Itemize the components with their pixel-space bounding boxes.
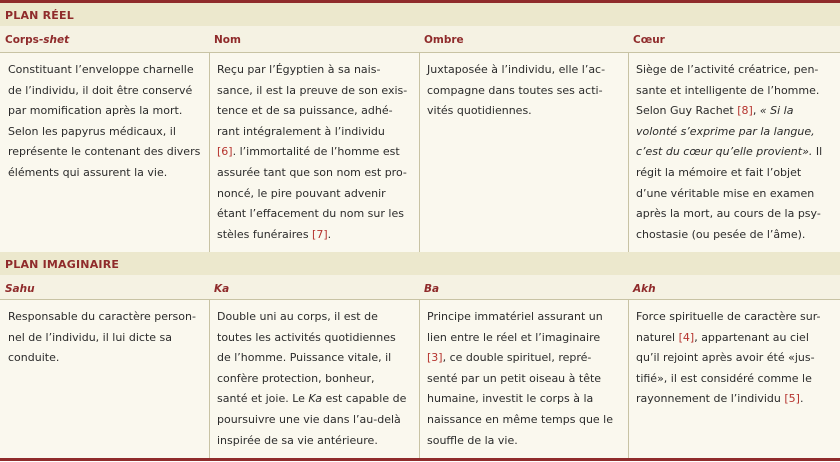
citation-ref[interactable]: [3] (427, 351, 443, 365)
section-title: PLAN IMAGINAIRE (5, 258, 120, 271)
col-divider (419, 52, 420, 252)
row-divider (0, 52, 840, 53)
bottom-rule (0, 458, 840, 461)
citation-ref[interactable]: [6] (217, 145, 233, 159)
citation-ref[interactable]: [4] (678, 330, 695, 344)
col-header-coeur: Cœur (633, 34, 665, 46)
citation-ref[interactable]: [5] (784, 392, 800, 406)
cell-ba: Principe immatériel assurant un lien entre le réel et l’imaginaire [3], ce double spirituel, repré- senté par un petit oiseau à tête humaine, investit le corps à la naissance en même temps que le souffle de la vie. (427, 310, 614, 447)
col-divider (628, 299, 629, 458)
col-divider (209, 52, 210, 252)
col-header-corps-shet: Corps-shet (5, 34, 70, 46)
cell-nom: Reçu par l’Égyptien à sa nais- sance, il est la preuve de son exis- tence et de sa puissance, adhé- rant intégralement à l’individu [6]. l’immortalité de l’homme est assurée tant que son nom est pro- noncé, le pire pouvant advenir étant l’effacement du nom sur les stèles funéraires [7]. (217, 63, 408, 241)
header-row-reel (0, 26, 840, 52)
section-plan-imaginaire (0, 252, 840, 275)
cell-ka: Double uni au corps, il est de toutes les activités quotidiennes de l’homme. Puissance vitale, il confère protection, bonheur, santé et joie. Le Ka est capable de poursuivre une vie dans l’au-delà inspirée de sa vie antérieure. (217, 310, 407, 447)
citation-ref[interactable]: [7] (312, 227, 328, 241)
col-header-sahu: Sahu (5, 283, 35, 295)
row-divider (0, 299, 840, 300)
col-header-ba: Ba (424, 283, 440, 295)
section-plan-reel (0, 3, 840, 26)
col-header-ka: Ka (214, 283, 230, 295)
citation-ref[interactable]: [8] (737, 104, 753, 118)
col-header-nom: Nom (214, 34, 241, 46)
cell-ombre: Juxtaposée à l’individu, elle l’ac- compagne dans toutes ses acti- vités quotidiennes. (427, 63, 606, 118)
col-divider (419, 299, 420, 458)
cell-sahu: Responsable du caractère person- nel de l’individu, il lui dicte sa conduite. (8, 310, 196, 365)
header-row-imaginaire (0, 275, 840, 301)
cell-akh: Force spirituelle de caractère sur- naturel [4], appartenant au ciel qu’il rejoint après avoir été «jus- tifié», il est considéré comme le rayonnement de l’individu [5]. (636, 310, 821, 406)
cell-coeur: Siège de l’activité créatrice, pen- sante et intelligente de l’homme. Selon Guy Rachet [8], « Si la volonté s’exprime par la langue, c’est du cœur qu’elle provient». Il régit la mémoire et fait l’objet d’une véritable mise en examen après la mort, au cours de la psy- chostasie (ou pesée de l’âme). (636, 63, 823, 241)
section-title: PLAN RÉEL (5, 9, 74, 22)
col-divider (628, 52, 629, 252)
col-divider (209, 299, 210, 458)
col-header-ombre: Ombre (424, 34, 464, 46)
cell-corps-shet: Constituant l’enveloppe charnelle de l’individu, il doit être conservé par momification après la mort. Selon les papyrus médicaux, il représente le contenant des divers éléments qui assurent la vie. (8, 63, 201, 179)
col-header-akh: Akh (633, 283, 656, 295)
